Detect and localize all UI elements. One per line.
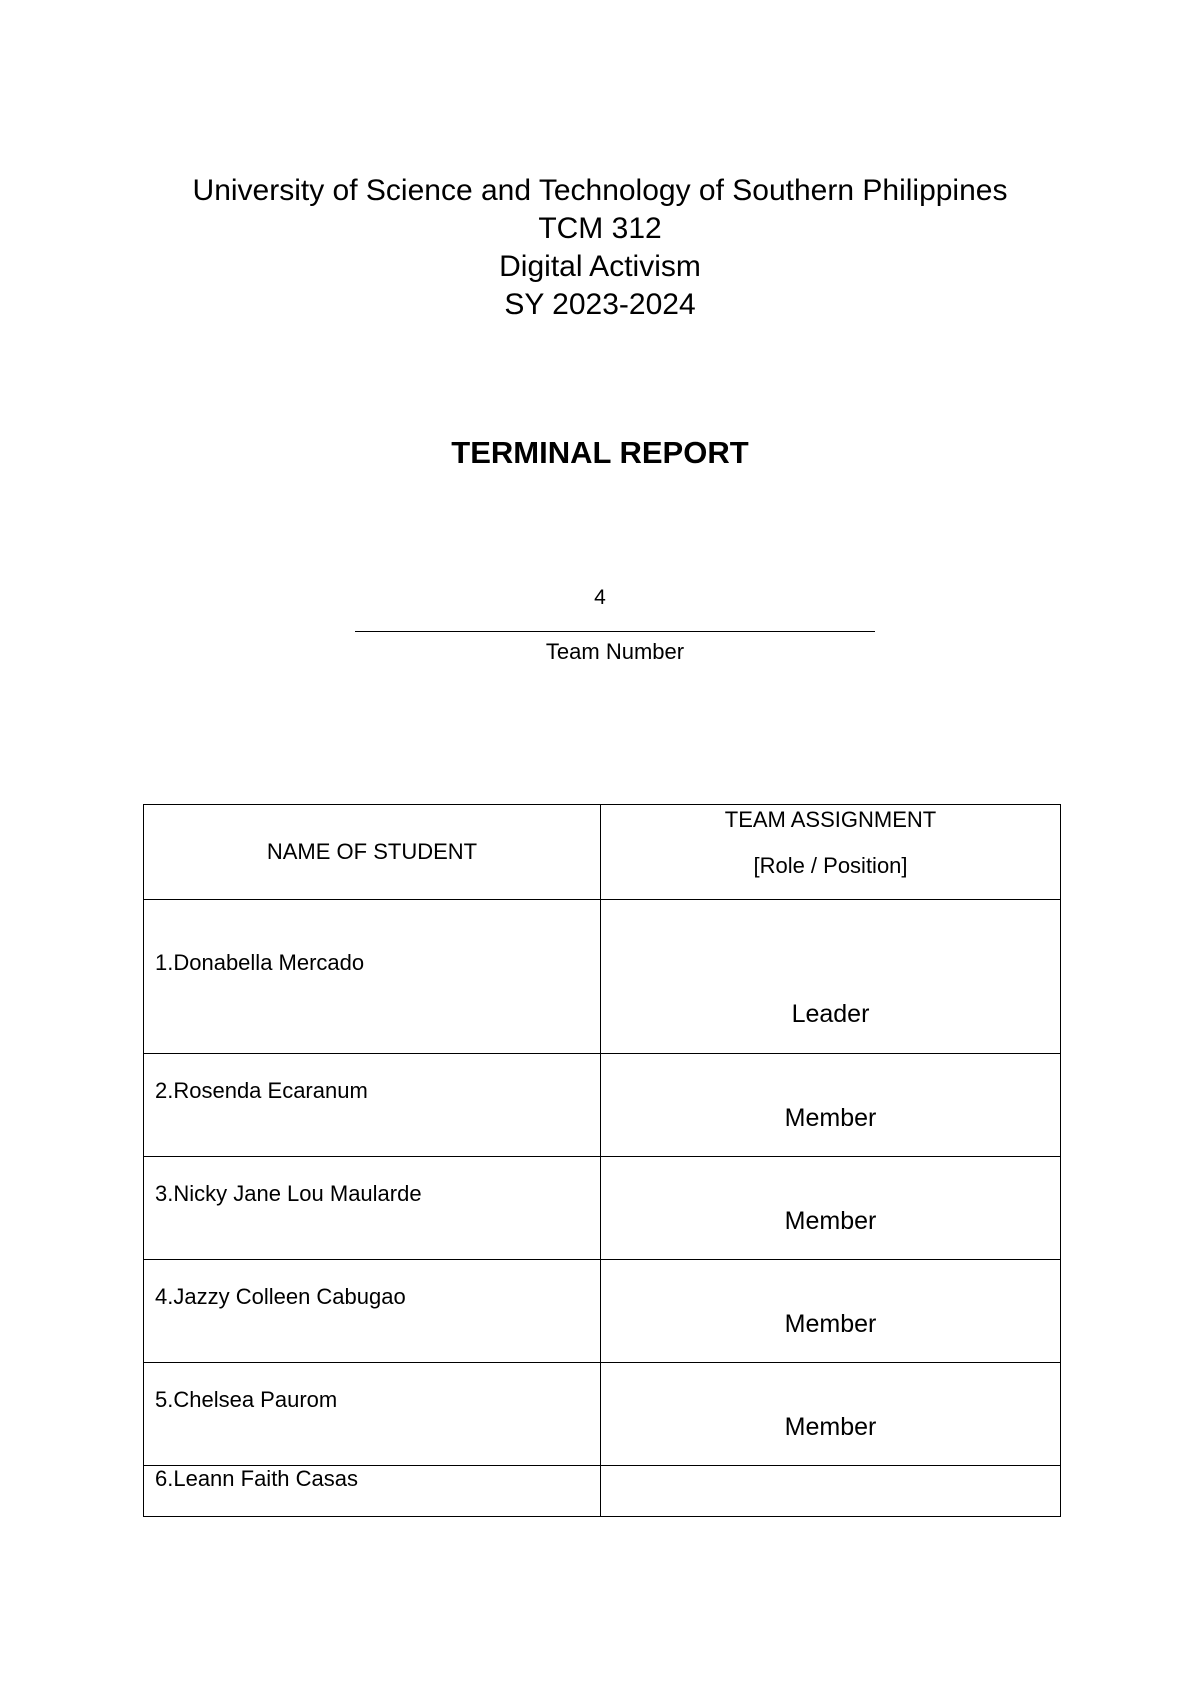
student-name-cell [144, 1157, 601, 1260]
student-name: 4.Jazzy Colleen Cabugao [155, 1284, 406, 1309]
student-name: 3.Nicky Jane Lou Maularde [155, 1181, 422, 1206]
header-name-of-student: NAME OF STUDENT [144, 805, 601, 900]
student-name: 2.Rosenda Ecaranum [155, 1078, 368, 1103]
course-code: TCM 312 [538, 212, 662, 245]
student-name: 6.Leann Faith Casas [155, 1466, 359, 1491]
student-name-cell [144, 1466, 601, 1517]
role-cell [601, 1466, 1061, 1517]
table-row [144, 1157, 1061, 1260]
table-row [144, 1260, 1061, 1363]
table-row [144, 1054, 1061, 1157]
student-name-cell [144, 1363, 601, 1466]
role-cell [601, 1157, 1061, 1260]
student-role: Leader [791, 1000, 870, 1028]
school-year: SY 2023-2024 [504, 288, 696, 321]
student-name-cell [144, 1054, 601, 1157]
student-role: Member [784, 1207, 877, 1235]
role-cell [601, 1363, 1061, 1466]
role-cell [601, 1260, 1061, 1363]
role-cell [601, 900, 1061, 1054]
report-title: TERMINAL REPORT [451, 435, 749, 470]
team-number-underline [355, 631, 875, 632]
student-name-cell [144, 900, 601, 1054]
role-cell [601, 1054, 1061, 1157]
student-role: Member [784, 1104, 877, 1132]
table-row [144, 1466, 1061, 1517]
table-row [144, 1363, 1061, 1466]
header-team-assignment [601, 805, 1061, 900]
course-title: Digital Activism [499, 250, 701, 283]
header-team-assignment-title: TEAM ASSIGNMENT [724, 807, 937, 832]
student-name: 1.Donabella Mercado [155, 950, 365, 975]
student-role: Member [784, 1310, 877, 1338]
student-role: Member [784, 1413, 877, 1441]
university-name: University of Science and Technology of Southern Philippines [192, 174, 1008, 207]
header-role-position: [Role / Position] [753, 853, 908, 878]
student-name: 5.Chelsea Paurom [155, 1387, 338, 1412]
table-header-row [144, 805, 1061, 900]
team-number-value: 4 [594, 586, 606, 609]
student-name-cell [144, 1260, 601, 1363]
team-roster-table [143, 804, 1061, 1517]
team-number-label: Team Number [545, 639, 685, 664]
table-row [144, 900, 1061, 1054]
document-header [0, 172, 1200, 324]
